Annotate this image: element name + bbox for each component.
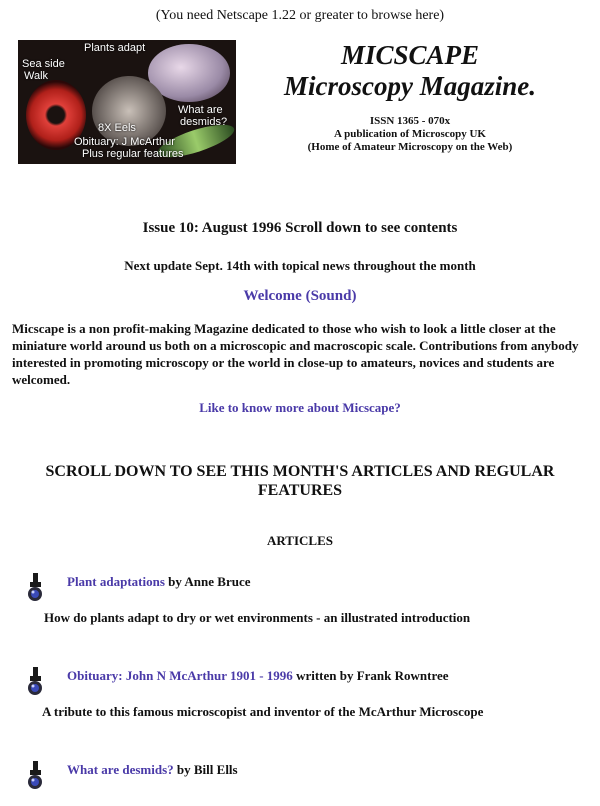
issn: ISSN 1365 - 070x [369, 115, 451, 127]
article-author: by Bill Ells [173, 762, 238, 777]
publication-line: A publication of Microscopy UK [334, 128, 486, 140]
about-micscape-link[interactable]: Like to know more about Micscape? [199, 400, 401, 415]
banner-label: Obituary: J McArthur [74, 136, 175, 148]
banner-label: 8X Eels [98, 122, 136, 134]
article-title-row [67, 574, 250, 590]
magazine-title [260, 40, 560, 102]
article-title-row [67, 762, 238, 778]
welcome-sound-link[interactable]: Welcome (Sound) [243, 288, 357, 304]
article-description: How do plants adapt to dry or wet environments - an illustrated introduction [44, 610, 471, 625]
article-description: A tribute to this famous microscopist and inventor of the McArthur Microscope [42, 704, 484, 719]
banner-label: Sea side [22, 58, 65, 70]
article-link-plant-adaptations[interactable]: Plant adaptations [67, 574, 165, 589]
articles-heading: ARTICLES [266, 533, 333, 548]
scroll-heading: SCROLL DOWN TO SEE THIS MONTH'S ARTICLES AND REGULAR FEATURES [45, 463, 555, 499]
microscope-icon [24, 666, 46, 696]
banner-image[interactable] [18, 40, 236, 164]
magazine-subtitle [260, 115, 560, 154]
browser-note: (You need Netscape 1.22 or greater to browse here) [155, 8, 445, 23]
microscope-icon [24, 760, 46, 790]
article-link-obituary[interactable]: Obituary: John N McArthur 1901 - 1996 [67, 668, 293, 683]
article-title-row [67, 668, 449, 684]
microscope-icon [24, 572, 46, 602]
article-author: by Anne Bruce [164, 574, 251, 589]
banner-label: Walk [24, 70, 49, 82]
banner-label: Plants adapt [84, 42, 146, 54]
home-line: (Home of Amateur Microscopy on the Web) [307, 141, 513, 153]
intro-paragraph: Micscape is a non profit-making Magazine dedicated to those who wish to look a little closer at the miniature world around us both on a microscopic and macroscopic scale. Contributions from anybody interested in promoting microscopy or the world in close-up to amateurs, novices and students are welcomed. [12, 321, 579, 387]
banner-label: Plus regular features [82, 148, 184, 160]
article-author: written by Frank Rowntree [292, 668, 449, 683]
title-line: Microscopy Magazine. [284, 71, 536, 101]
banner-label: What are [178, 104, 223, 116]
banner-label: desmids? [180, 116, 228, 128]
issue-heading: Issue 10: August 1996 Scroll down to see contents [142, 220, 458, 236]
article-link-desmids[interactable]: What are desmids? [67, 762, 174, 777]
next-update-note: Next update Sept. 14th with topical news throughout the month [124, 258, 476, 273]
title-line: MICSCAPE [340, 40, 480, 70]
